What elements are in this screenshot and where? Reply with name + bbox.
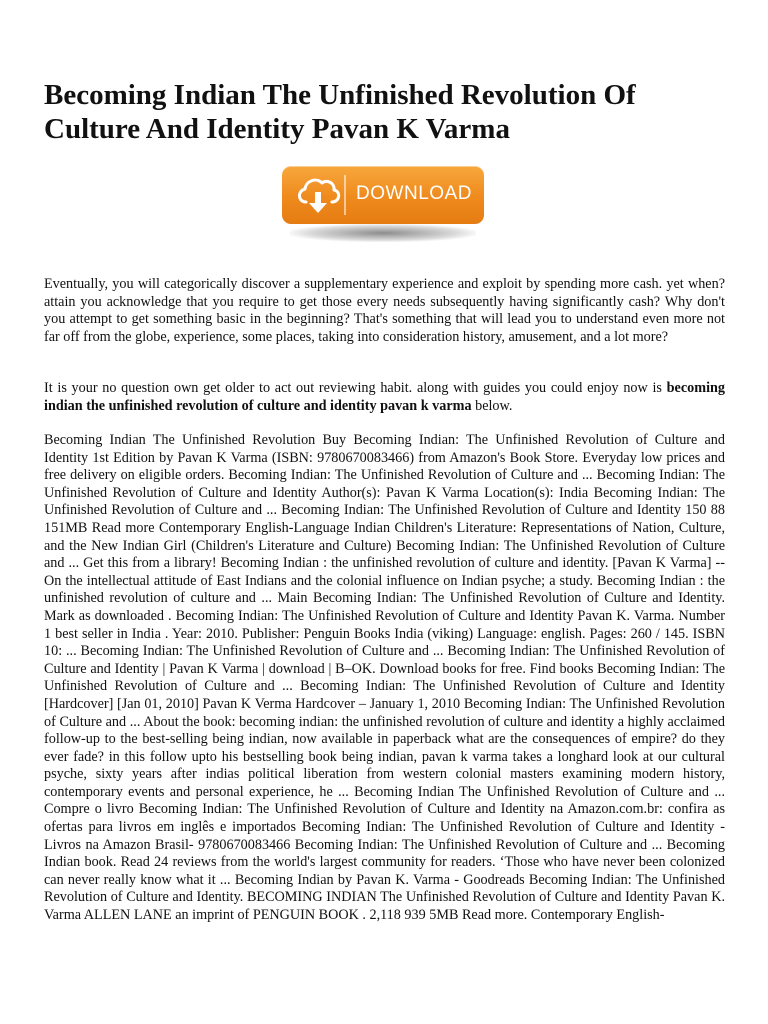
- download-button-shadow: [290, 224, 476, 242]
- intro-paragraph: Eventually, you will categorically discover a supplementary experience and exploit by spending more cash. yet when? attain you acknowledge that you require to get those every needs subsequently having significantly cash? Why don't you attempt to get something basic in the beginning? That's something that will lead you to understand even more not far off from the globe, experience, some places, taking into consideration history, amusement, and a lot more?: [44, 276, 725, 345]
- body-paragraph: Becoming Indian The Unfinished Revolution Buy Becoming Indian: The Unfinished Revolution of Culture and Identity 1st Edition by Pavan K Varma (ISBN: 9780670083466) from Amazon's Book Store. Everyday low prices and free delivery on eligible orders. Becoming Indian: The Unfinished Revolution of Culture and ... Becoming Indian: The Unfinished Revolution of Culture and Identity Author(s): Pavan K Varma Location(s): India Becoming Indian: The Unfinished Revolution of Culture and ... Becoming Indian: The Unfinished Revolution of Culture and Identity 150 88 151MB Read more Contemporary English-Language Indian Children's Literature: Representations of Nation, Culture, and the New Indian Girl (Children's Literature and Culture) Becoming Indian: The Unfinished Revolution of Culture and ... Get this from a library! Becoming Indian : the unfinished revolution of culture and identity. [Pavan K Varma] -- On the intellectual attitude of East Indians and the colonial influence on Indian psyche; a study. Becoming Indian : the unfinished revolution of culture and ... Main Becoming Indian: The Unfinished Revolution of Culture and Identity. Mark as downloaded . Becoming Indian: The Unfinished Revolution of Culture and Identity Pavan K. Varma. Number 1 best seller in India . Year: 2010. Publisher: Penguin Books India (viking) Language: english. Pages: 260 / 145. ISBN 10: ... Becoming Indian: The Unfinished Revolution of Culture and ... Becoming Indian: The Unfinished Revolution of Culture and Identity | Pavan K Varma | download | B–OK. Download books for free. Find books Becoming Indian: The Unfinished Revolution of Culture and ... Becoming Indian: The Unfinished Revolution of Culture and Identity [Hardcover] [Jan 01, 2010] Pavan K Verma Hardcover – January 1, 2010 Becoming Indian: The Unfinished Revolution of Culture and ... About the book: becoming indian: the unfinished revolution of culture and identity a highly acclaimed follow-up to the best-selling being indian, now available in paperback what are the consequences of empire? do they ever fade? in this follow upto his bestselling book being indian, pavan k varma takes a longhard look at our cultural psyche, sixty years after indias political liberation from western colonial masters examining modern history, contemporary events and personal experience, he ... Becoming Indian The Unfinished Revolution of Culture and ... Compre o livro Becoming Indian: The Unfinished Revolution of Culture and Identity na Amazon.com.br: confira as ofertas para livros em inglês e importados Becoming Indian: The Unfinished Revolution of Culture and Identity - Livros na Amazon Brasil- 9780670083466 Becoming Indian: The Unfinished Revolution of Culture and ... Becoming Indian book. Read 24 reviews from the world's largest community for readers. ‘Those who have never been colonized can never really know what it ... Becoming Indian by Pavan K. Varma - Goodreads Becoming Indian: The Unfinished Revolution of Culture and Identity. BECOMING INDIAN The Unfinished Revolution of Culture and Identity Pavan K. Varma ALLEN LANE an imprint of PENGUIN BOOK . 2,118 939 5MB Read more. Contemporary English-: [44, 432, 725, 924]
- cloud-download-icon: [294, 172, 342, 218]
- download-button[interactable]: [282, 166, 484, 224]
- habit-text-prefix: It is your no question own get older to act out reviewing habit. along with guides you could enjoy now is: [44, 380, 667, 396]
- download-button-label: DOWNLOAD: [356, 183, 472, 204]
- download-button-divider: [344, 175, 346, 215]
- habit-paragraph: [44, 380, 725, 415]
- habit-text-bold-title: becoming indian the unfinished revolution of culture and identity pavan k varma: [44, 380, 725, 414]
- habit-text-suffix: below.: [471, 397, 513, 414]
- page-title: Becoming Indian The Unfinished Revolution Of Culture And Identity Pavan K Varma: [44, 79, 636, 145]
- download-button-wrapper: [282, 166, 484, 242]
